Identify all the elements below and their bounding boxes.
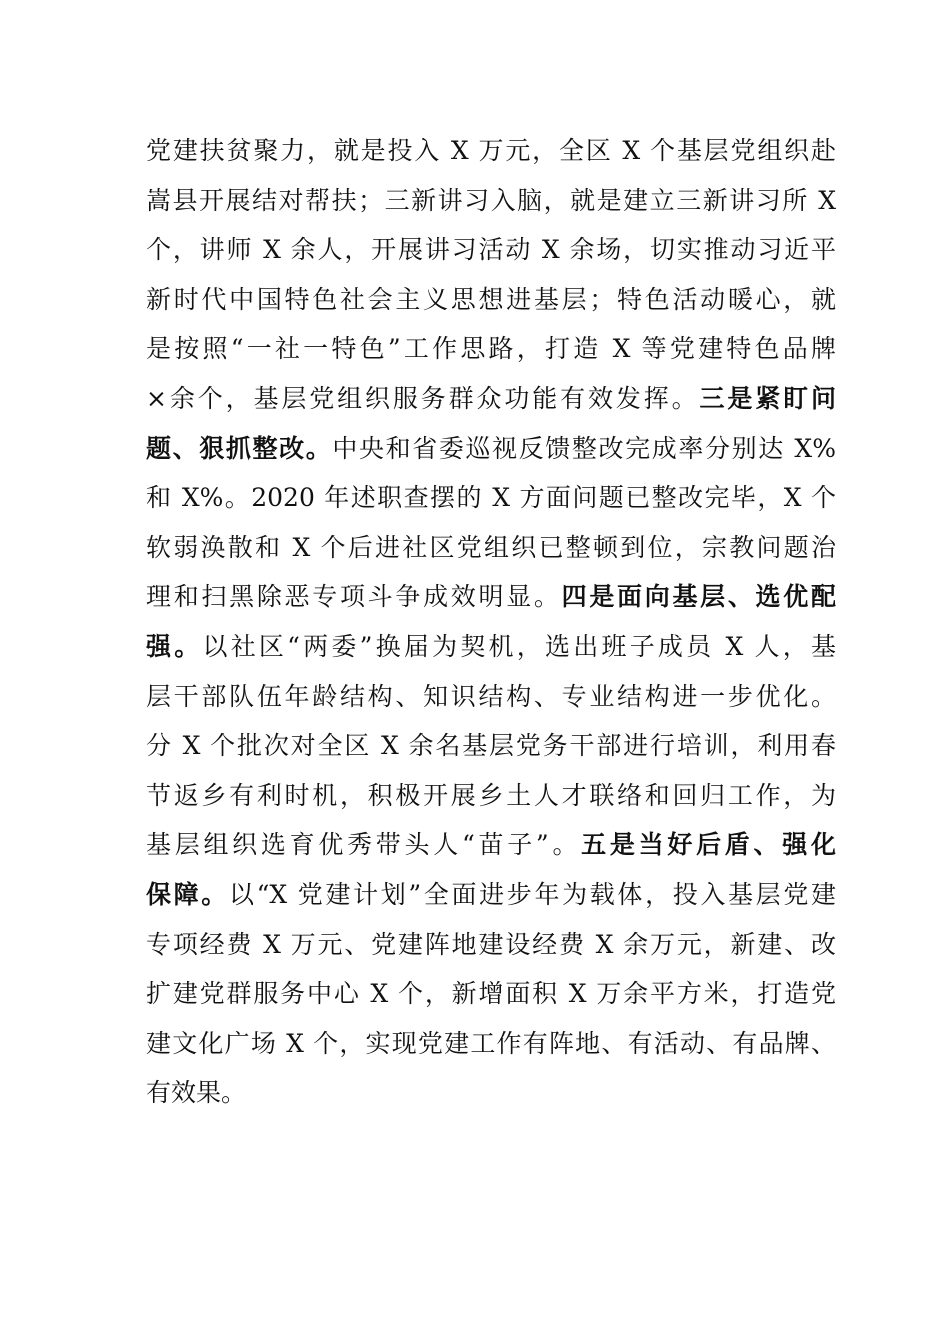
body-text-segment: 层干部队伍年龄结构、知识结构、专业结构进一步优化。 bbox=[146, 681, 836, 711]
text-line bbox=[146, 324, 836, 374]
body-text-segment: ×余个，基层党组织服务群众功能有效发挥。 bbox=[146, 383, 700, 413]
body-text-segment: 是按照“一社一特色”工作思路，打造 X 等党建特色品牌 bbox=[146, 334, 836, 364]
text-line bbox=[146, 1019, 836, 1069]
bold-heading-text: 五是当好后盾、强化 bbox=[581, 830, 836, 860]
body-text-segment: 嵩县开展结对帮扶；三新讲习入脑，就是建立三新讲习所 X bbox=[146, 185, 836, 215]
text-line bbox=[146, 870, 836, 920]
text-line bbox=[146, 1068, 836, 1118]
text-line bbox=[146, 523, 836, 573]
text-line bbox=[146, 275, 836, 325]
text-line bbox=[146, 771, 836, 821]
body-text-segment: 节返乡有利时机，积极开展乡土人才联络和回归工作，为 bbox=[146, 780, 836, 810]
text-line bbox=[146, 374, 836, 424]
text-line bbox=[146, 920, 836, 970]
bold-heading-text: 保障。 bbox=[146, 879, 229, 909]
text-line bbox=[146, 622, 836, 672]
body-text-segment: 以社区“两委”换届为契机，选出班子成员 X 人，基 bbox=[202, 631, 836, 661]
text-line bbox=[146, 176, 836, 226]
bold-heading-text: 强。 bbox=[146, 631, 203, 661]
text-line bbox=[146, 473, 836, 523]
text-line bbox=[146, 820, 836, 870]
text-line bbox=[146, 969, 836, 1019]
body-text-segment: 基层组织选育优秀带头人“苗子”。 bbox=[146, 830, 582, 860]
text-line bbox=[146, 424, 836, 474]
body-paragraph bbox=[146, 126, 836, 1118]
text-line bbox=[146, 721, 836, 771]
body-text-segment: 有效果。 bbox=[146, 1078, 247, 1108]
bold-heading-text: 三是紧盯问 bbox=[699, 383, 836, 413]
body-text-segment: 扩建党群服务中心 X 个，新增面积 X 万余平方米，打造党 bbox=[146, 979, 836, 1009]
text-line bbox=[146, 225, 836, 275]
body-text-segment: 个，讲师 X 余人，开展讲习活动 X 余场，切实推动习近平 bbox=[146, 235, 836, 265]
body-text-segment: 新时代中国特色社会主义思想进基层；特色活动暖心，就 bbox=[146, 284, 836, 314]
body-text-segment: 软弱涣散和 X 个后进社区党组织已整顿到位，宗教问题治 bbox=[146, 532, 836, 562]
body-text-segment: 中央和省委巡视反馈整改完成率分别达 X% bbox=[332, 433, 836, 463]
body-text-segment: 理和扫黑除恶专项斗争成效明显。 bbox=[146, 582, 562, 612]
body-text-segment: 分 X 个批次对全区 X 余名基层党务干部进行培训，利用春 bbox=[146, 731, 836, 761]
text-line bbox=[146, 572, 836, 622]
body-text-segment: 和 X%。2020 年述职查摆的 X 方面问题已整改完毕，X 个 bbox=[146, 483, 836, 513]
body-text-segment: 建文化广场 X 个，实现党建工作有阵地、有活动、有品牌、 bbox=[146, 1028, 836, 1058]
bold-heading-text: 题、狠抓整改。 bbox=[146, 433, 333, 463]
text-line bbox=[146, 672, 836, 722]
body-text-segment: 党建扶贫聚力，就是投入 X 万元，全区 X 个基层党组织赴 bbox=[146, 136, 836, 165]
bold-heading-text: 四是面向基层、选优配 bbox=[561, 582, 836, 612]
body-text-segment: 以“X 党建计划”全面进步年为载体，投入基层党建 bbox=[228, 879, 836, 909]
body-text-segment: 专项经费 X 万元、党建阵地建设经费 X 余万元，新建、改 bbox=[146, 929, 836, 959]
text-line bbox=[146, 126, 836, 176]
